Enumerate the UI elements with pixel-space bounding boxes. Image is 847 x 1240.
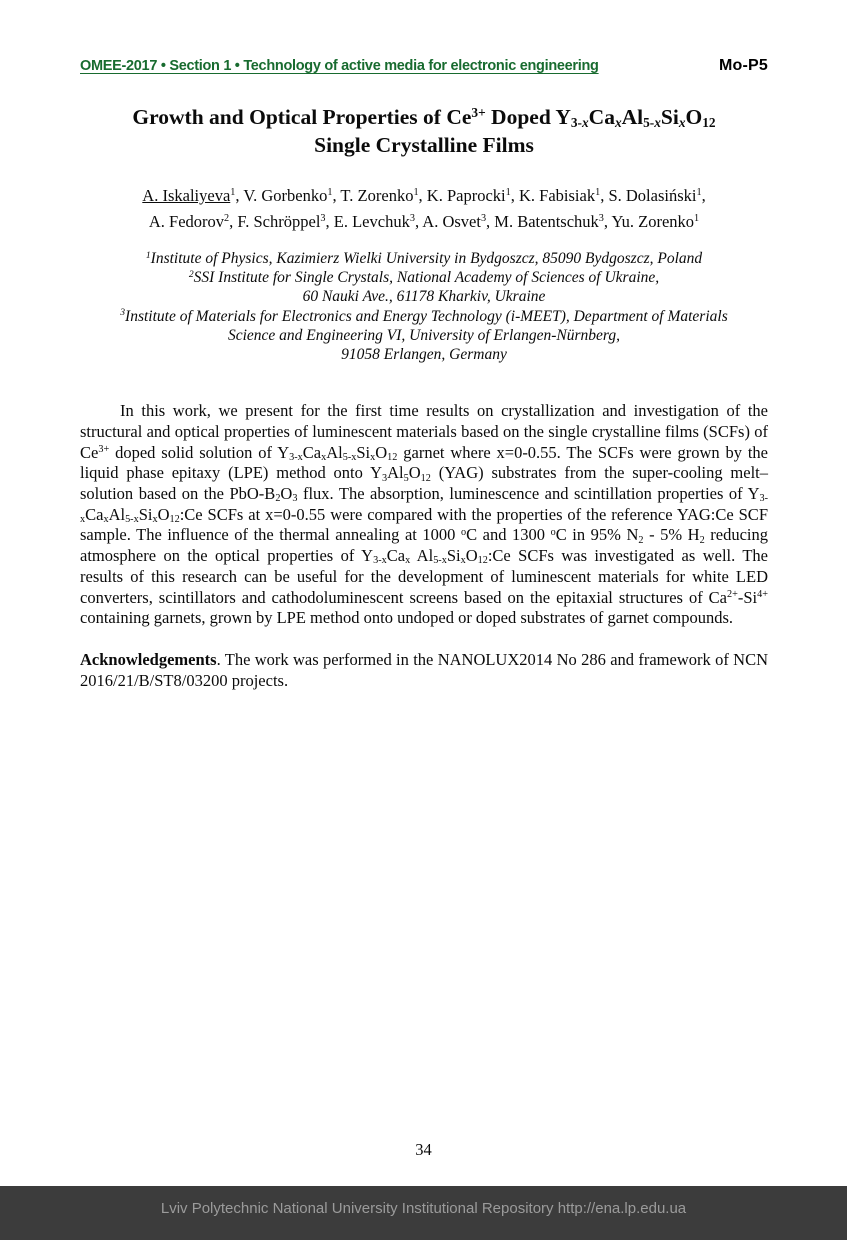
affiliation-line: Science and Engineering VI, University of Erlangen-Nürnberg, — [227, 326, 620, 344]
acknowledgements-paragraph: Acknowledgements. The work was performed in the NANOLUX2014 No 286 and framework of NCN 2016/21/B/ST8/03200 projects. — [80, 649, 768, 690]
conference-header: OMEE-2017 • Section 1 • Technology of active media for electronic engineering — [80, 58, 599, 74]
affiliation-line: 91058 Erlangen, Germany — [341, 346, 507, 364]
page-number: 34 — [415, 1140, 432, 1159]
affiliation-line: 60 Nauki Ave., 61178 Kharkiv, Ukraine — [302, 288, 546, 306]
affiliation-line: $^3$Institute of Materials for Electronics and Energy Technology (i-MEET), Department of Materials — [120, 307, 728, 325]
affiliation-line: $^2$SSI Institute for Single Crystals, National Academy of Sciences of Ukraine, — [188, 268, 660, 287]
page-header — [80, 57, 768, 75]
paper-title — [80, 103, 768, 159]
authors-line-1: A. Iskaliyeva$^1$, V. Gorbenko$^1$, T. Zorenko$^1$, K. Paprocki$^1$, K. Fabisiak$^1$, S. Dolasiński$^1$, — [142, 186, 706, 205]
authors-line-2: A. Fedorov$^2$, F. Schröppel$^3$, E. Levchuk$^3$, A. Osvet$^3$, M. Batentschuk$^3$, Yu. Zorenko$^1$ — [148, 212, 700, 231]
paper-title-line-1: Growth and Optical Properties of $Ce^{3+}$ Doped $Y_{3-x}Ca_xAl_{5-x}Si_xO_{12}$ — [132, 104, 716, 130]
repository-footer-text: Lviv Polytechnic National University Institutional Repository http://ena.lp.edu.ua — [160, 1199, 687, 1217]
session-code: Mo-P5 — [719, 57, 768, 74]
paper-title-line-2: Single Crystalline Films — [314, 133, 534, 157]
affiliations — [80, 249, 768, 364]
repository-footer-band — [0, 1186, 847, 1240]
affiliation-line: $^1$Institute of Physics, Kazimierz Wielki University in Bydgoszcz, 85090 Bydgoszcz, Poland — [145, 249, 703, 267]
abstract-paragraph: In this work, we present for the first time results on crystallization and investigation of the structural and optical properties of luminescent materials based on the single crystalline films (SCFs) of $Ce^{3+}$ doped solid solution of $Y_{3-x}Ca_xAl_{5-x}Si_xO_{12}$ garnet where x=0-0.55. The SCFs were grown by the liquid phase epitaxy (LPE) method onto $Y_3Al_5O_{12}$ (YAG) substrates from the super-cooling melt–solution based on the PbO-$B_2O_3$ flux. The absorption, luminescence and scintillation properties of $Y_{3-x}Ca_xAl_{5-x}Si_xO_{12}:Ce$ SCFs at x=0-0.55 were compared with the properties of the reference YAG:Ce SCF sample. The influence of the thermal annealing at 1000 $^o$C and 1300 $^o$C in 95% $N_2 - 5\%$ $H_2$ reducing atmosphere on the optical properties of $Y_{3-x}Ca_x$ $Al_{5-x}Si_xO_{12}:Ce$ SCFs was investigated as well. The results of this research can be useful for the development of luminescent materials for white LED converters, scintillators and cathodoluminescent screens based on the epitaxial structures of $Ca^{2+}-Si^{4+}$ containing garnets, grown by LPE method onto undoped or doped substrates of garnet compounds. — [80, 401, 769, 628]
author-list — [80, 183, 768, 235]
